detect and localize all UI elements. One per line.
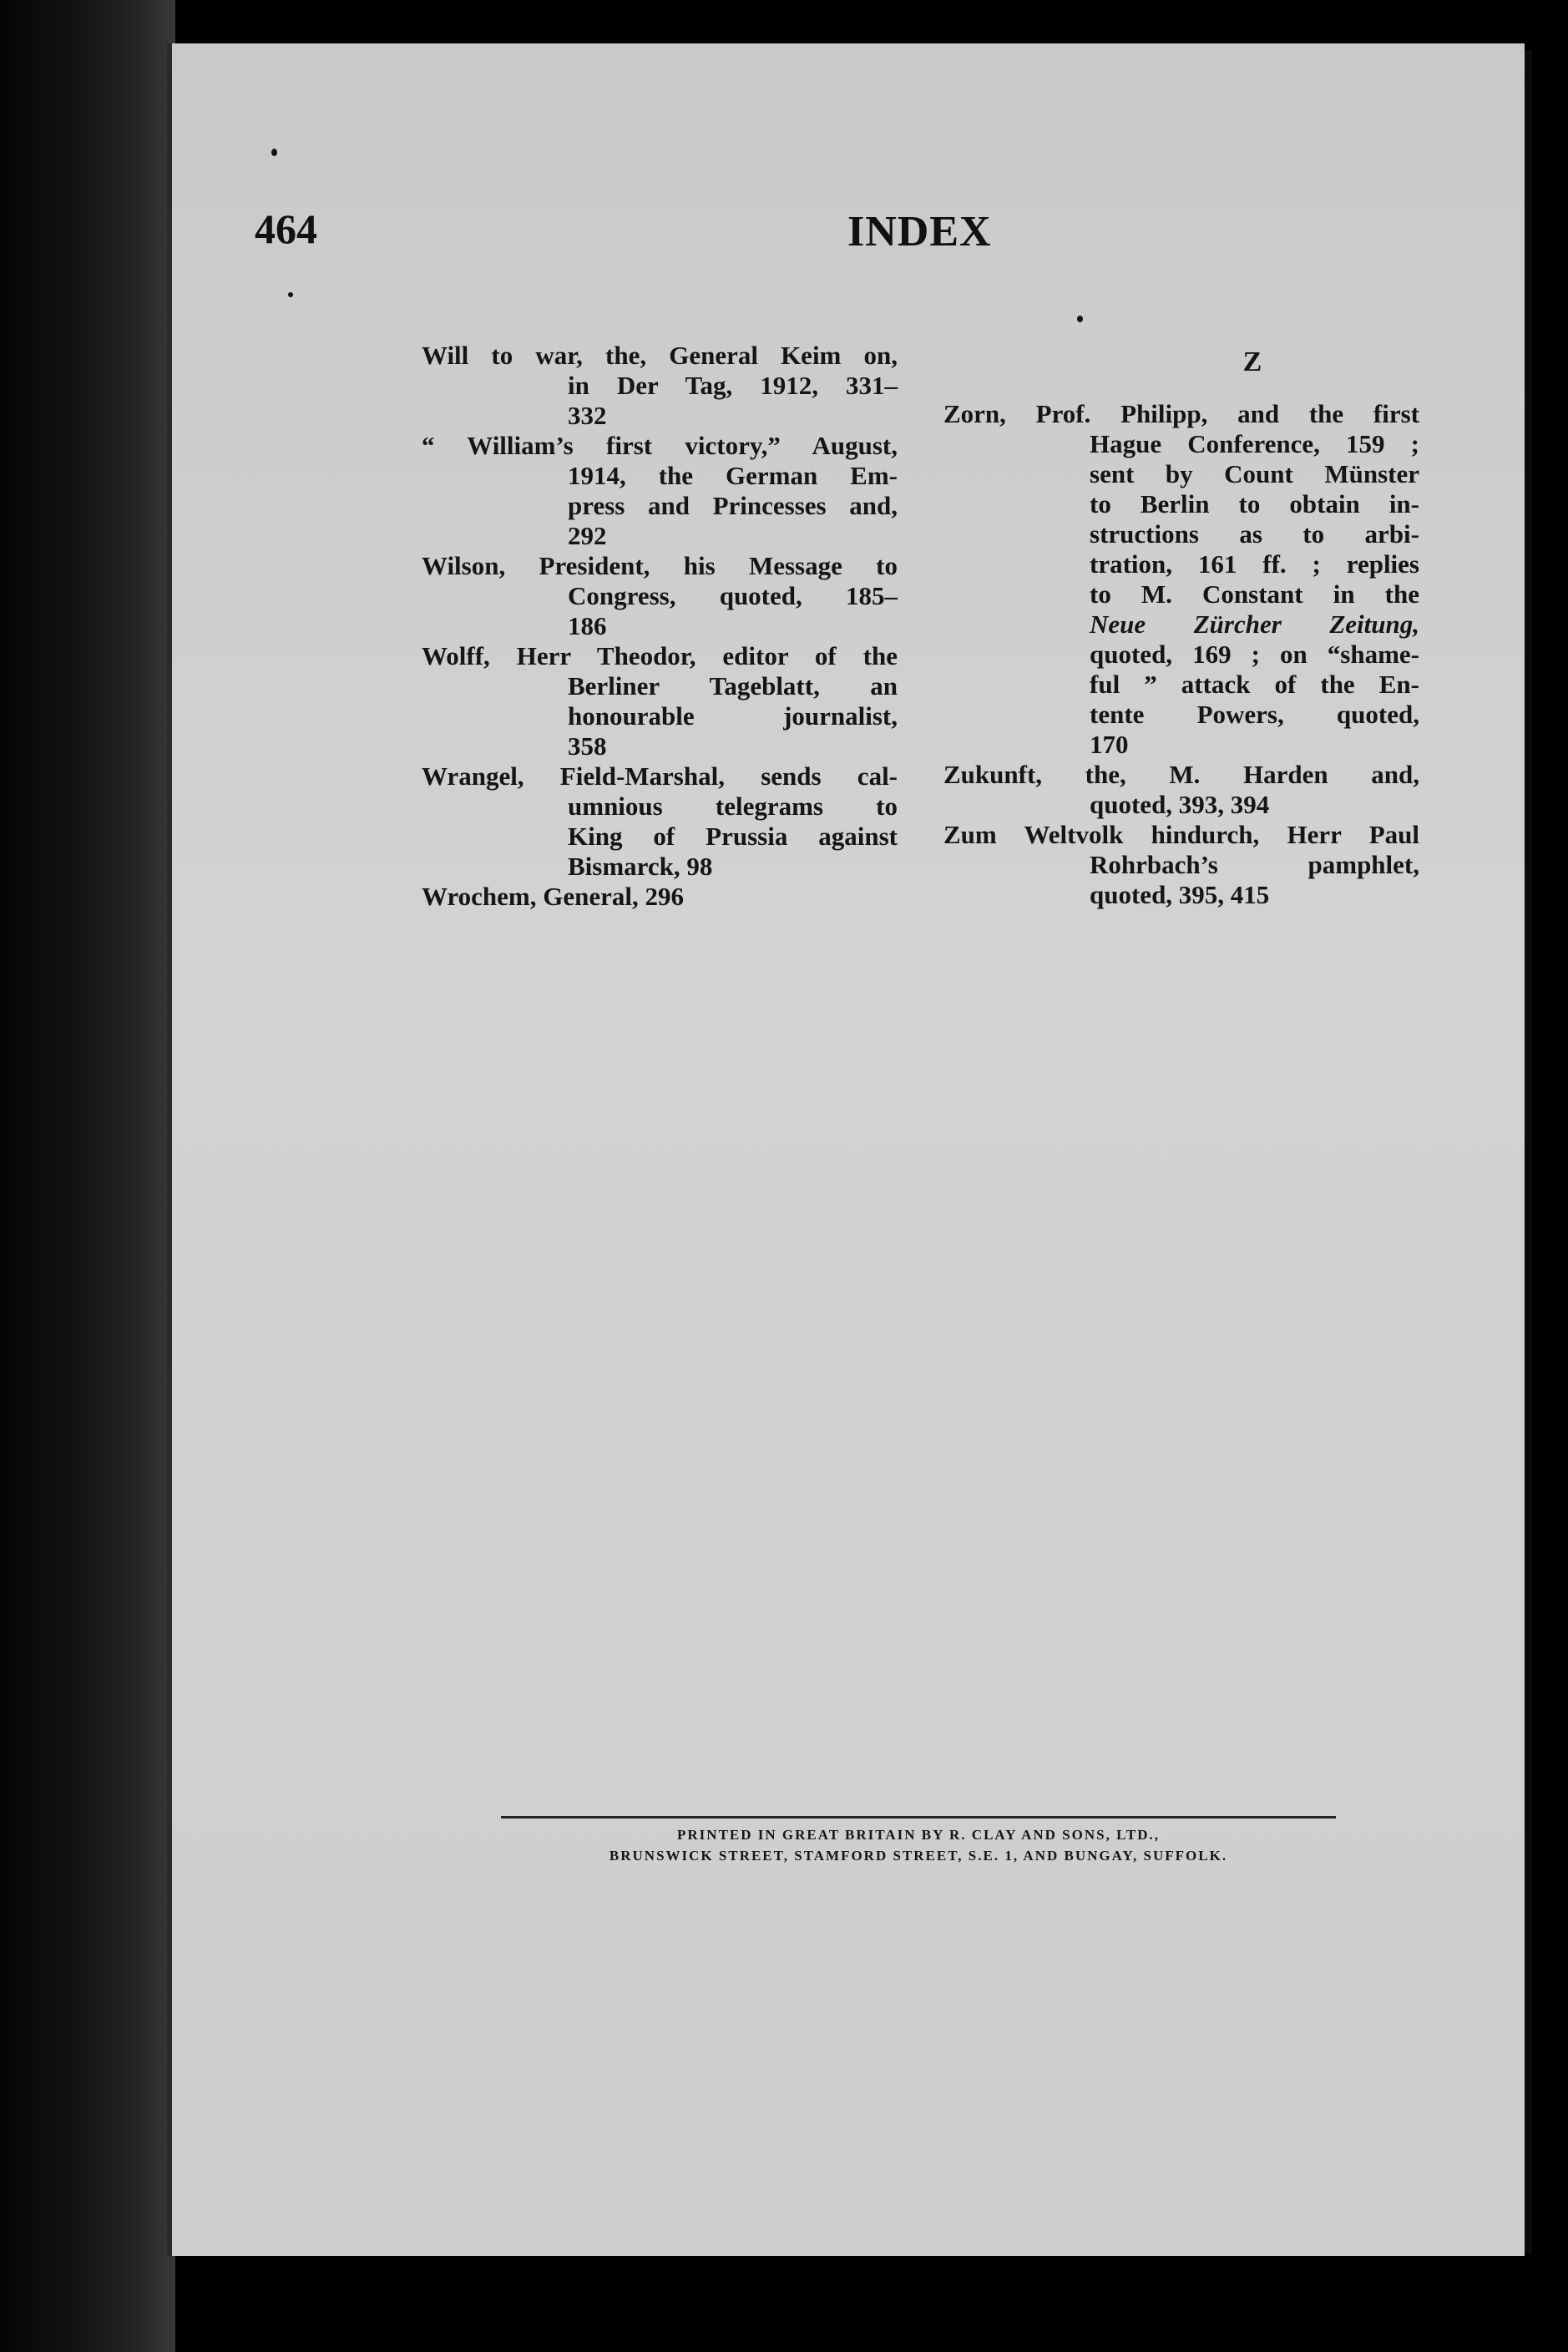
entry-line: Zukunft, the, M. Harden and, bbox=[943, 760, 1419, 789]
entry-line: “ William’s first victory,” August, bbox=[422, 431, 898, 460]
book-edge bbox=[0, 0, 175, 2352]
entry-line: to M. Constant in the bbox=[1090, 579, 1419, 609]
entry-line: tente Powers, quoted, bbox=[1090, 700, 1419, 729]
entry-line: sent by Count Münster bbox=[1090, 459, 1419, 488]
index-entry bbox=[422, 551, 898, 641]
index-entry bbox=[422, 761, 898, 882]
entry-line: umnious telegrams to bbox=[568, 792, 898, 821]
index-entry bbox=[422, 641, 898, 761]
index-entry bbox=[422, 431, 898, 551]
page-number: 464 bbox=[255, 205, 317, 252]
entry-line: Wrochem, General, 296 bbox=[422, 882, 684, 911]
index-entry bbox=[943, 760, 1419, 820]
entry-line: Congress, quoted, 185– bbox=[568, 581, 898, 610]
page-title: INDEX bbox=[847, 208, 992, 255]
entry-line: to Berlin to obtain in- bbox=[1090, 489, 1419, 518]
entry-line: Bismarck, 98 bbox=[568, 852, 713, 881]
entry-line: Rohrbach’s pamphlet, bbox=[1090, 850, 1419, 879]
entry-line: tration, 161 ff. ; replies bbox=[1090, 549, 1419, 579]
entry-line: ful ” attack of the En- bbox=[1090, 670, 1419, 699]
printer-imprint-line-1: PRINTED IN GREAT BRITAIN BY R. CLAY AND SONS, LTD., bbox=[677, 1827, 1160, 1843]
page-border-rule bbox=[1525, 50, 1532, 2254]
entry-line: Wolff, Herr Theodor, editor of the bbox=[422, 641, 898, 670]
index-entry bbox=[943, 820, 1419, 910]
entry-line: structions as to arbi- bbox=[1090, 519, 1419, 549]
entry-line: honourable journalist, bbox=[568, 701, 898, 731]
entry-line: Zorn, Prof. Philipp, and the first bbox=[943, 399, 1419, 428]
entry-line: 332 bbox=[568, 401, 607, 430]
scan-speck bbox=[288, 292, 293, 297]
entry-line: quoted, 395, 415 bbox=[1090, 880, 1270, 909]
entry-line: Neue Zürcher Zeitung, bbox=[1090, 609, 1419, 639]
entry-line: quoted, 169 ; on “shame- bbox=[1090, 640, 1419, 669]
entry-line: Berliner Tageblatt, an bbox=[568, 671, 898, 701]
entry-line: Wrangel, Field-Marshal, sends cal- bbox=[422, 761, 898, 791]
entry-line: King of Prussia against bbox=[568, 822, 898, 851]
index-entry bbox=[422, 341, 898, 431]
entry-line: Wilson, President, his Message to bbox=[422, 551, 898, 580]
entry-line: Will to war, the, General Keim on, bbox=[422, 341, 898, 370]
footer-rule bbox=[501, 1816, 1336, 1818]
section-letter: Z bbox=[1242, 346, 1262, 377]
index-entry bbox=[422, 882, 898, 912]
printer-imprint-line-2: BRUNSWICK STREET, STAMFORD STREET, S.E. 1, AND BUNGAY, SUFFOLK. bbox=[609, 1848, 1228, 1864]
entry-line: Zum Weltvolk hindurch, Herr Paul bbox=[943, 820, 1419, 849]
scan-speck bbox=[271, 149, 277, 156]
entry-line: Hague Conference, 159 ; bbox=[1090, 429, 1419, 458]
scan-speck bbox=[1077, 316, 1083, 322]
index-entry bbox=[943, 399, 1419, 760]
entry-line: press and Princesses and, bbox=[568, 491, 898, 520]
entry-line: 358 bbox=[568, 731, 607, 761]
index-column-right bbox=[943, 341, 1419, 910]
entry-line: quoted, 393, 394 bbox=[1090, 790, 1270, 819]
index-column-left bbox=[422, 341, 898, 912]
entry-line: 186 bbox=[568, 611, 607, 640]
entry-line: 292 bbox=[568, 521, 607, 550]
entry-line: 170 bbox=[1090, 730, 1129, 759]
entry-line: in Der Tag, 1912, 331– bbox=[568, 371, 898, 400]
entry-line: 1914, the German Em- bbox=[568, 461, 898, 490]
